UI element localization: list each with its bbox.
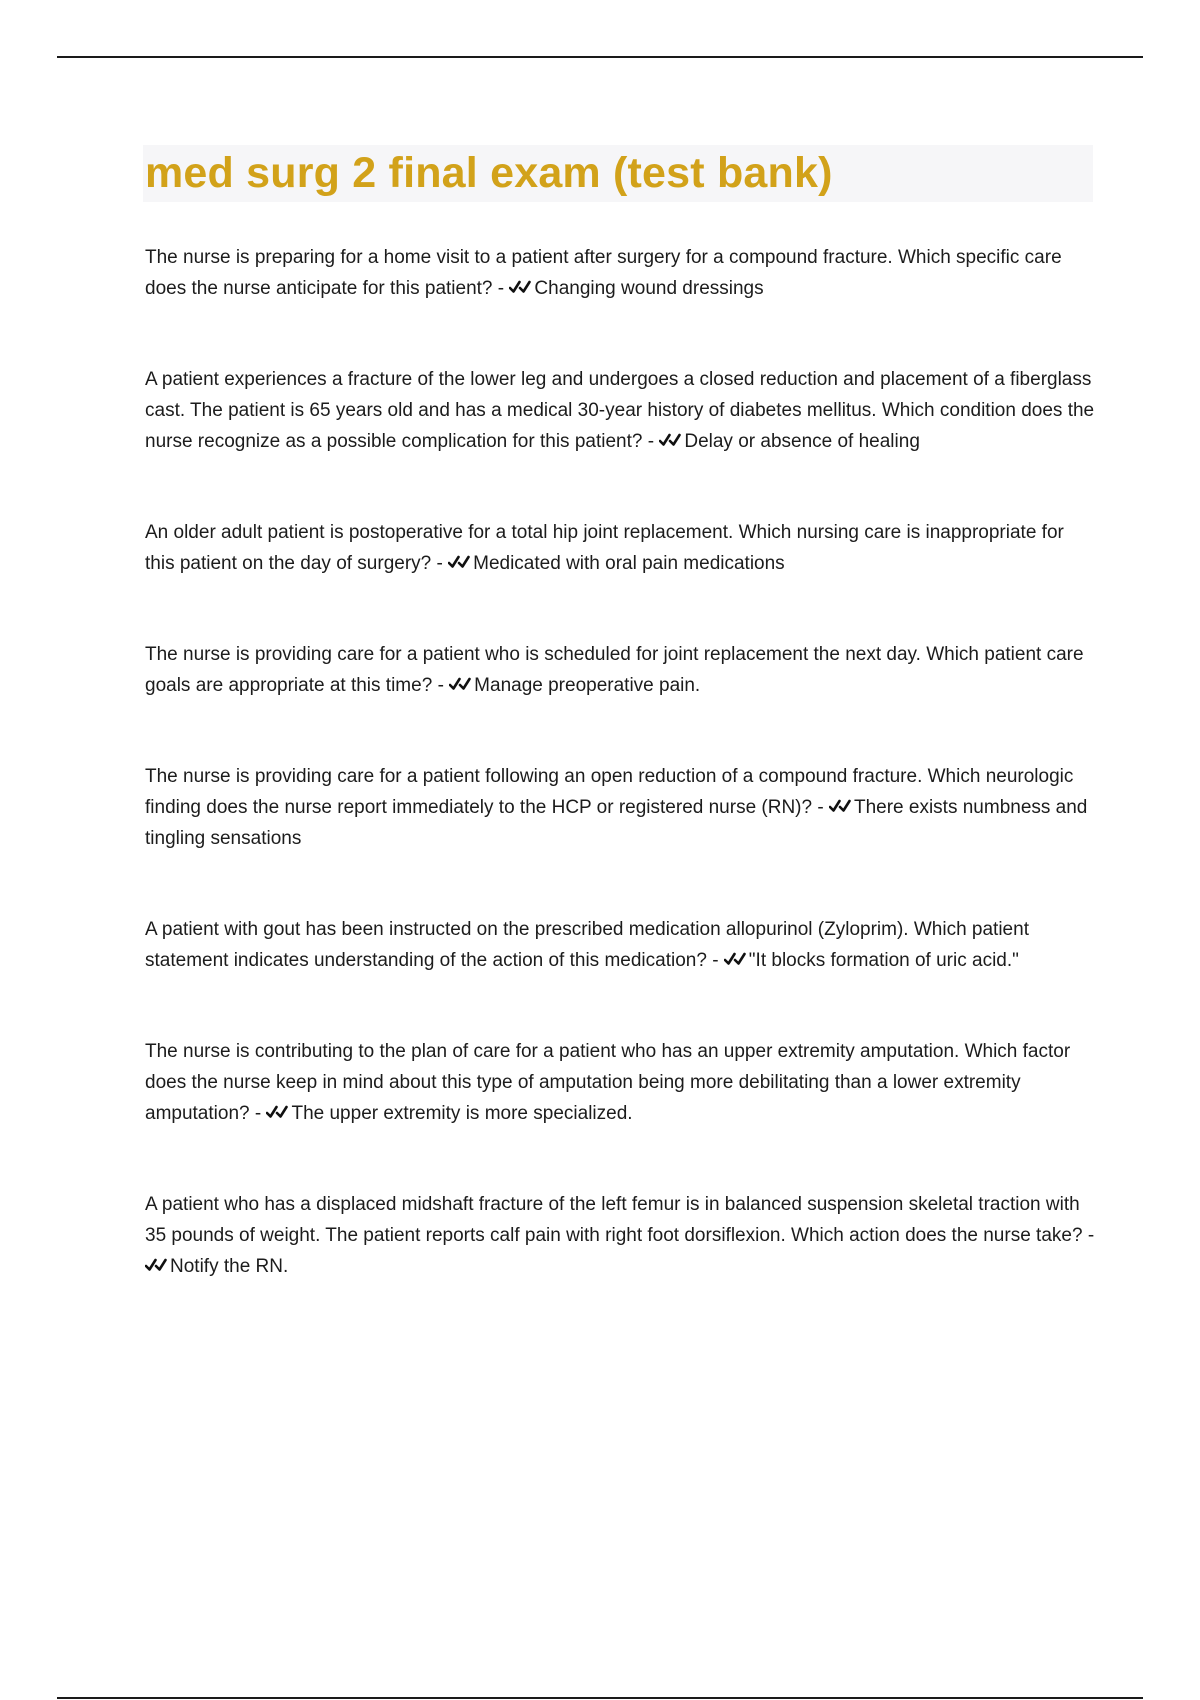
qa-item	[145, 242, 1095, 304]
double-checkmark-icon	[509, 278, 531, 296]
separator: -	[817, 797, 824, 818]
double-checkmark-icon	[659, 431, 681, 449]
qa-item	[145, 517, 1095, 579]
qa-item	[145, 639, 1095, 701]
separator: -	[254, 1103, 262, 1124]
answer-text: Medicated with oral pain medications	[473, 553, 785, 574]
double-checkmark-icon	[266, 1103, 288, 1121]
answer-text: Changing wound dressings	[534, 278, 764, 299]
qa-item	[145, 914, 1095, 976]
document-title: med surg 2 final exam (test bank)	[145, 149, 833, 197]
double-checkmark-icon	[448, 553, 470, 571]
answer-text: "It blocks formation of uric acid."	[748, 950, 1019, 971]
separator: -	[436, 553, 443, 574]
separator: -	[497, 278, 505, 299]
document-content	[143, 145, 1093, 1342]
qa-item	[145, 1189, 1095, 1282]
double-checkmark-icon	[829, 797, 851, 815]
qa-item	[145, 761, 1095, 854]
qa-item	[145, 364, 1095, 457]
qa-list	[143, 242, 1093, 1282]
title-bar	[143, 145, 1093, 202]
answer-text: There exists numbness and tingling sensations	[145, 797, 1088, 849]
question-text: A patient who has a displaced midshaft fracture of the left femur is in balanced suspension skeletal traction with 35 pounds of weight. The patient reports calf pain with right foot dorsiflexion. Which action does the nurse take?	[145, 1194, 1083, 1246]
answer-text: Delay or absence of healing	[684, 431, 920, 452]
separator: -	[1087, 1225, 1095, 1246]
question-text: An older adult patient is postoperative for a total hip joint replacement. Which nursing care is inappropriate for this patient on the day of surgery?	[145, 522, 1064, 574]
question-text: The nurse is providing care for a patient following an open reduction of a compound fracture. Which neurologic finding does the nurse report immediately to the HCP or registered nurse (RN)?	[145, 766, 1074, 818]
question-text: A patient experiences a fracture of the lower leg and undergoes a closed reduction and placement of a fiberglass cast. The patient is 65 years old and has a medical 30-year history of diabetes mellitus. Which condition does the nurse recognize as a possible complication for this patient?	[145, 369, 1095, 452]
separator: -	[437, 675, 444, 696]
top-rule	[57, 56, 1143, 58]
answer-text: Manage preoperative pain.	[474, 675, 701, 696]
bottom-rule	[57, 1697, 1143, 1699]
question-text: A patient with gout has been instructed on the prescribed medication allopurinol (Zyloprim). Which patient statement indicates understanding of the action of this medication?	[145, 919, 1029, 971]
separator: -	[647, 431, 655, 452]
double-checkmark-icon	[449, 675, 471, 693]
question-text: The nurse is providing care for a patient who is scheduled for joint replacement the next day. Which patient care goals are appropriate at this time?	[145, 644, 1084, 696]
double-checkmark-icon	[145, 1256, 167, 1274]
double-checkmark-icon	[724, 950, 746, 968]
question-text: The nurse is preparing for a home visit to a patient after surgery for a compound fracture. Which specific care does the nurse anticipate for this patient?	[145, 247, 1062, 299]
question-text: The nurse is contributing to the plan of care for a patient who has an upper extremity amputation. Which factor does the nurse keep in mind about this type of amputation being more debilitating than a lower extremity amputation?	[145, 1041, 1071, 1124]
qa-item	[145, 1036, 1095, 1129]
answer-text: Notify the RN.	[170, 1256, 289, 1277]
separator: -	[712, 950, 719, 971]
answer-text: The upper extremity is more specialized.	[291, 1103, 633, 1124]
